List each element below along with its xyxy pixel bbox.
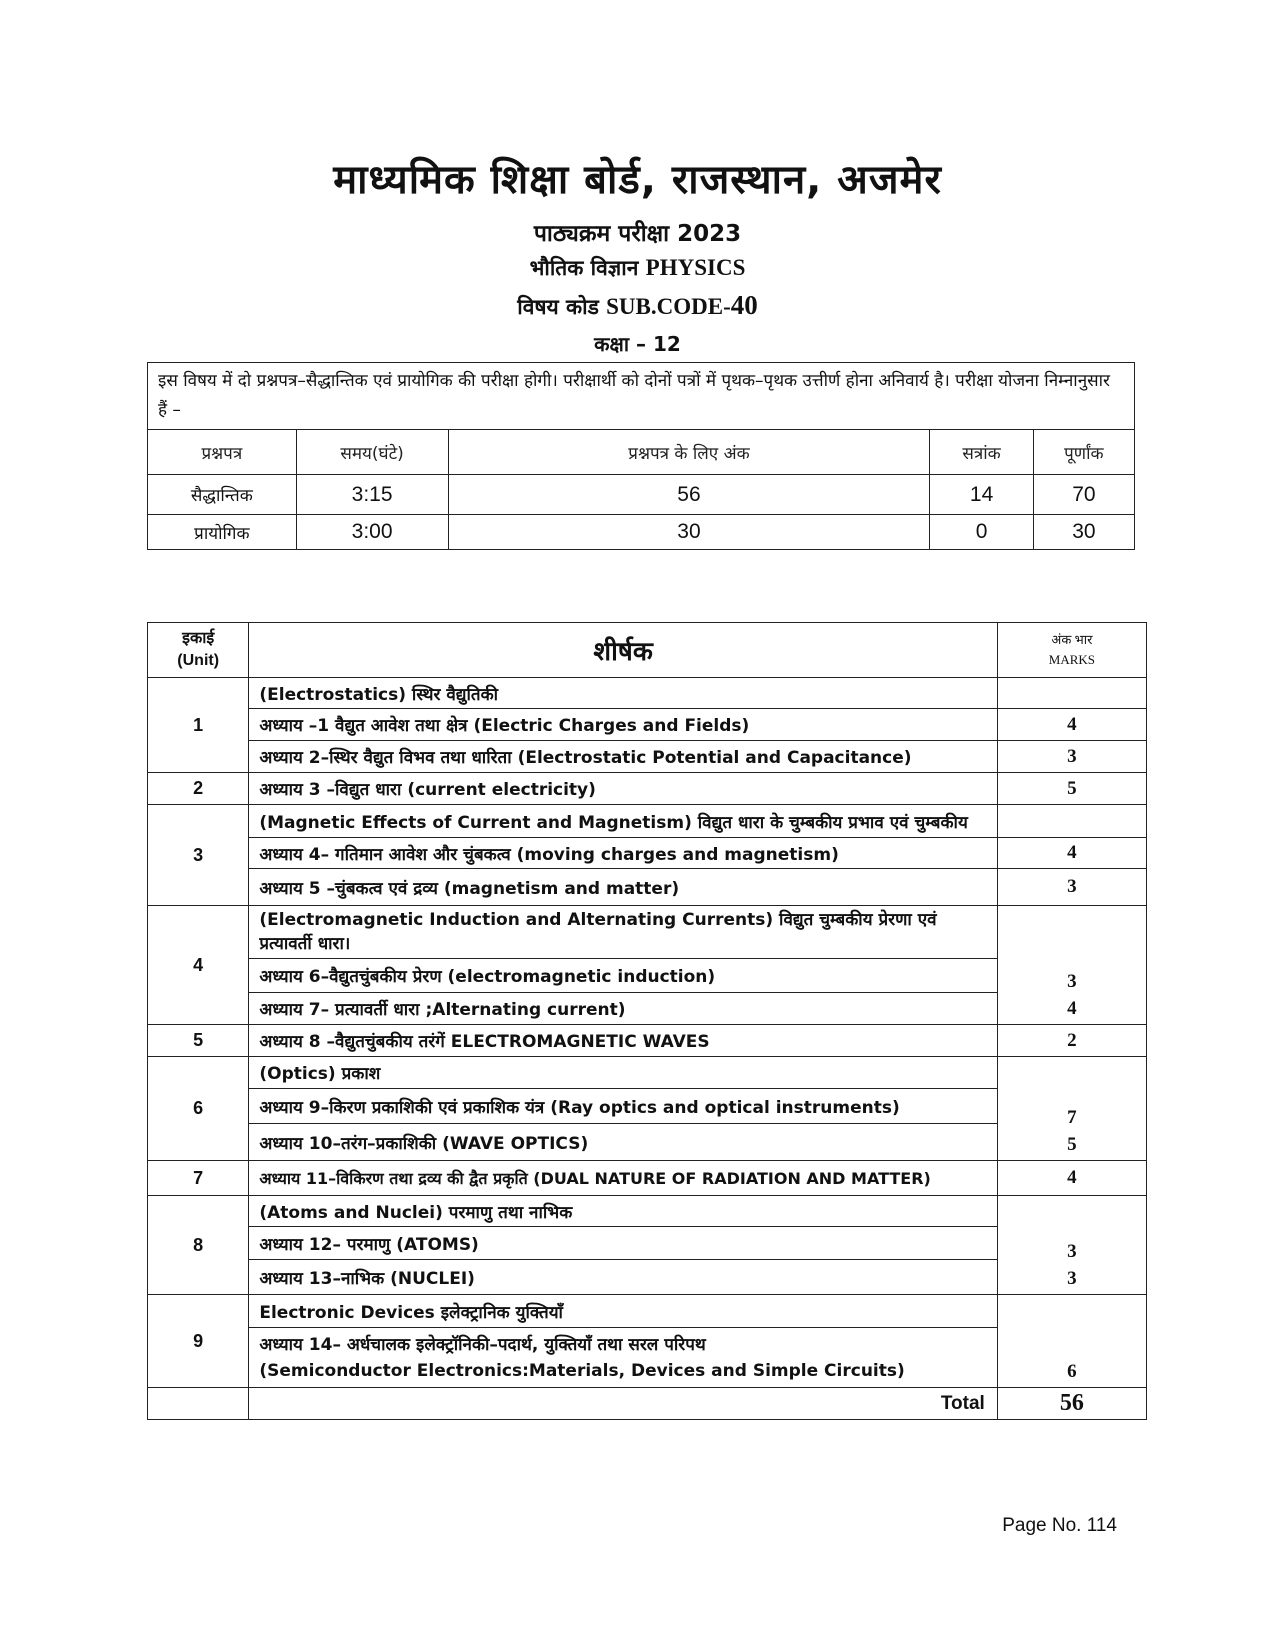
head-unit-english: (Unit) bbox=[177, 652, 220, 669]
unit-topic: (Electromagnetic Induction and Alternating Currents) विद्युत चुम्बकीय प्रेरणा एवं प्रत्यावर्ती धारा। bbox=[249, 906, 997, 959]
scheme-intro: इस विषय में दो प्रश्नपत्र–सैद्धान्तिक एवं प्रायोगिक की परीक्षा होगी। परीक्षार्थी को दोनों पत्रों में पृथक–पृथक उत्तीर्ण होना अनिवार्य है। परीक्षा योजना निम्नानुसार हैं – bbox=[148, 363, 1135, 430]
chapter-title: अध्याय 10–तरंग–प्रकाशिकी (WAVE OPTICS) bbox=[249, 1124, 997, 1161]
unit-topic: (Atoms and Nuclei) परमाणु तथा नाभिक bbox=[249, 1196, 997, 1227]
unit-topic: (Electrostatics) स्थिर वैद्युतिकी bbox=[249, 678, 997, 709]
units-table bbox=[147, 622, 1147, 1420]
units-header-row bbox=[148, 623, 1147, 678]
head-marks-english: MARKS bbox=[1048, 652, 1096, 667]
cell-sessional: 14 bbox=[930, 475, 1033, 515]
chapter-marks-group bbox=[997, 1196, 1146, 1295]
cell-time: 3:15 bbox=[296, 475, 448, 515]
cell-paper-marks: 56 bbox=[448, 475, 930, 515]
unit-number: 9 bbox=[148, 1295, 249, 1388]
col-paper-marks: प्रश्नपत्र के लिए अंक bbox=[448, 430, 930, 475]
chapter-title: अध्याय 9–किरण प्रकाशिकी एवं प्रकाशिक यंत्र (Ray optics and optical instruments) bbox=[249, 1089, 997, 1124]
total-label: Total bbox=[249, 1388, 997, 1420]
chapter-title: अध्याय 7– प्रत्यावर्ती धारा ;Alternating current) bbox=[249, 993, 997, 1025]
chapter-marks: 7 bbox=[1067, 1107, 1077, 1128]
cell-total: 30 bbox=[1033, 515, 1134, 550]
head-marks bbox=[997, 623, 1146, 678]
chapter-marks-group bbox=[997, 906, 1146, 1025]
exam-scheme-table bbox=[147, 362, 1135, 550]
chapter-marks: 4 bbox=[997, 838, 1146, 869]
unit-topic: (Magnetic Effects of Current and Magnetism) विद्युत धारा के चुम्बकीय प्रभाव एवं चुम्बकीय bbox=[249, 805, 997, 838]
total-empty bbox=[148, 1388, 249, 1420]
cell-total: 70 bbox=[1033, 475, 1134, 515]
chapter-title: अध्याय 3 –विद्युत धारा (current electricity) bbox=[249, 773, 997, 805]
chapter-title-line2: (Semiconductor Electronics:Materials, Devices and Simple Circuits) bbox=[259, 1360, 905, 1381]
chapter-title: अध्याय –1 वैद्युत आवेश तथा क्षेत्र (Electric Charges and Fields) bbox=[249, 709, 997, 741]
course-title: पाठ्यक्रम परीक्षा 2023 bbox=[533, 221, 742, 247]
chapter-marks: 3 bbox=[1067, 1268, 1077, 1289]
chapter-marks: 3 bbox=[1067, 971, 1077, 992]
unit-number: 2 bbox=[148, 773, 249, 805]
chapter-title: अध्याय 6–वैद्युतचुंबकीय प्रेरण (electromagnetic induction) bbox=[249, 959, 997, 993]
chapter-title: अध्याय 8 –वैद्युतचुंबकीय तरंगें ELECTROMAGNETIC WAVES bbox=[249, 1025, 997, 1057]
chapter-marks: 3 bbox=[1067, 1241, 1077, 1262]
head-unit-hindi: इकाई bbox=[182, 630, 215, 647]
head-title: शीर्षक bbox=[249, 623, 997, 678]
code-english: SUB.CODE- bbox=[606, 294, 731, 319]
total-value: 56 bbox=[997, 1388, 1146, 1420]
unit-number: 3 bbox=[148, 805, 249, 906]
chapter-marks: 3 bbox=[997, 869, 1146, 906]
unit-number: 7 bbox=[148, 1161, 249, 1196]
subject-title bbox=[0, 254, 1275, 282]
chapter-marks-group bbox=[997, 1057, 1146, 1161]
col-time: समय(घंटे) bbox=[296, 430, 448, 475]
chapter-title: अध्याय 5 –चुंबकत्व एवं द्रव्य (magnetism and matter) bbox=[249, 869, 997, 906]
table-row bbox=[148, 475, 1135, 515]
chapter-marks: 4 bbox=[1067, 998, 1077, 1019]
chapter-marks: 3 bbox=[997, 741, 1146, 773]
chapter-title: अध्याय 11–विकिरण तथा द्रव्य की द्वैत प्रकृति (DUAL NATURE OF RADIATION AND MATTER) bbox=[249, 1161, 997, 1196]
chapter-marks: 6 bbox=[997, 1295, 1146, 1388]
chapter-marks: 5 bbox=[1067, 1134, 1077, 1155]
head-unit bbox=[148, 623, 249, 678]
unit-number: 4 bbox=[148, 906, 249, 1025]
cell-paper: सैद्धान्तिक bbox=[148, 475, 297, 515]
class-label: कक्षा – 12 bbox=[594, 332, 681, 356]
table-row bbox=[148, 515, 1135, 550]
unit-topic: Electronic Devices इलेक्ट्रानिक युक्तियाँ bbox=[249, 1295, 997, 1328]
chapter-marks: 4 bbox=[997, 1161, 1146, 1196]
col-sessional: सत्रांक bbox=[930, 430, 1033, 475]
unit-number: 5 bbox=[148, 1025, 249, 1057]
chapter-title: अध्याय 4– गतिमान आवेश और चुंबकत्व (moving charges and magnetism) bbox=[249, 838, 997, 869]
unit-marks-empty bbox=[997, 805, 1146, 838]
total-row bbox=[148, 1388, 1147, 1420]
subject-code bbox=[0, 290, 1275, 321]
col-total: पूर्णांक bbox=[1033, 430, 1134, 475]
chapter-title: अध्याय 13–नाभिक (NUCLEI) bbox=[249, 1260, 997, 1295]
chapter-marks: 2 bbox=[997, 1025, 1146, 1057]
col-paper: प्रश्नपत्र bbox=[148, 430, 297, 475]
unit-number: 8 bbox=[148, 1196, 249, 1295]
unit-topic: (Optics) प्रकाश bbox=[249, 1057, 997, 1089]
page-number: Page No. 114 bbox=[1002, 1515, 1117, 1536]
chapter-title-line1: अध्याय 14– अर्धचालक इलेक्ट्रॉनिकी–पदार्थ, युक्तियाँ तथा सरल परिपथ bbox=[259, 1334, 706, 1355]
chapter-marks: 4 bbox=[997, 709, 1146, 741]
chapter-title: अध्याय 12– परमाणु (ATOMS) bbox=[249, 1227, 997, 1260]
cell-sessional: 0 bbox=[930, 515, 1033, 550]
unit-number: 1 bbox=[148, 678, 249, 773]
code-hindi: विषय कोड bbox=[517, 295, 599, 319]
unit-marks-empty bbox=[997, 678, 1146, 709]
subject-english: PHYSICS bbox=[645, 255, 746, 280]
chapter-marks: 5 bbox=[997, 773, 1146, 805]
board-title: माध्यमिक शिक्षा बोर्ड, राजस्थान, अजमेर bbox=[333, 157, 942, 203]
code-number: 40 bbox=[730, 290, 758, 320]
chapter-title: अध्याय 2–स्थिर वैद्युत विभव तथा धारिता (Electrostatic Potential and Capacitance) bbox=[249, 741, 997, 773]
head-marks-hindi: अंक भार bbox=[1051, 632, 1093, 647]
cell-paper-marks: 30 bbox=[448, 515, 930, 550]
cell-paper: प्रायोगिक bbox=[148, 515, 297, 550]
cell-time: 3:00 bbox=[296, 515, 448, 550]
chapter-title bbox=[249, 1328, 997, 1388]
unit-number: 6 bbox=[148, 1057, 249, 1161]
subject-hindi: भौतिक विज्ञान bbox=[529, 256, 639, 280]
